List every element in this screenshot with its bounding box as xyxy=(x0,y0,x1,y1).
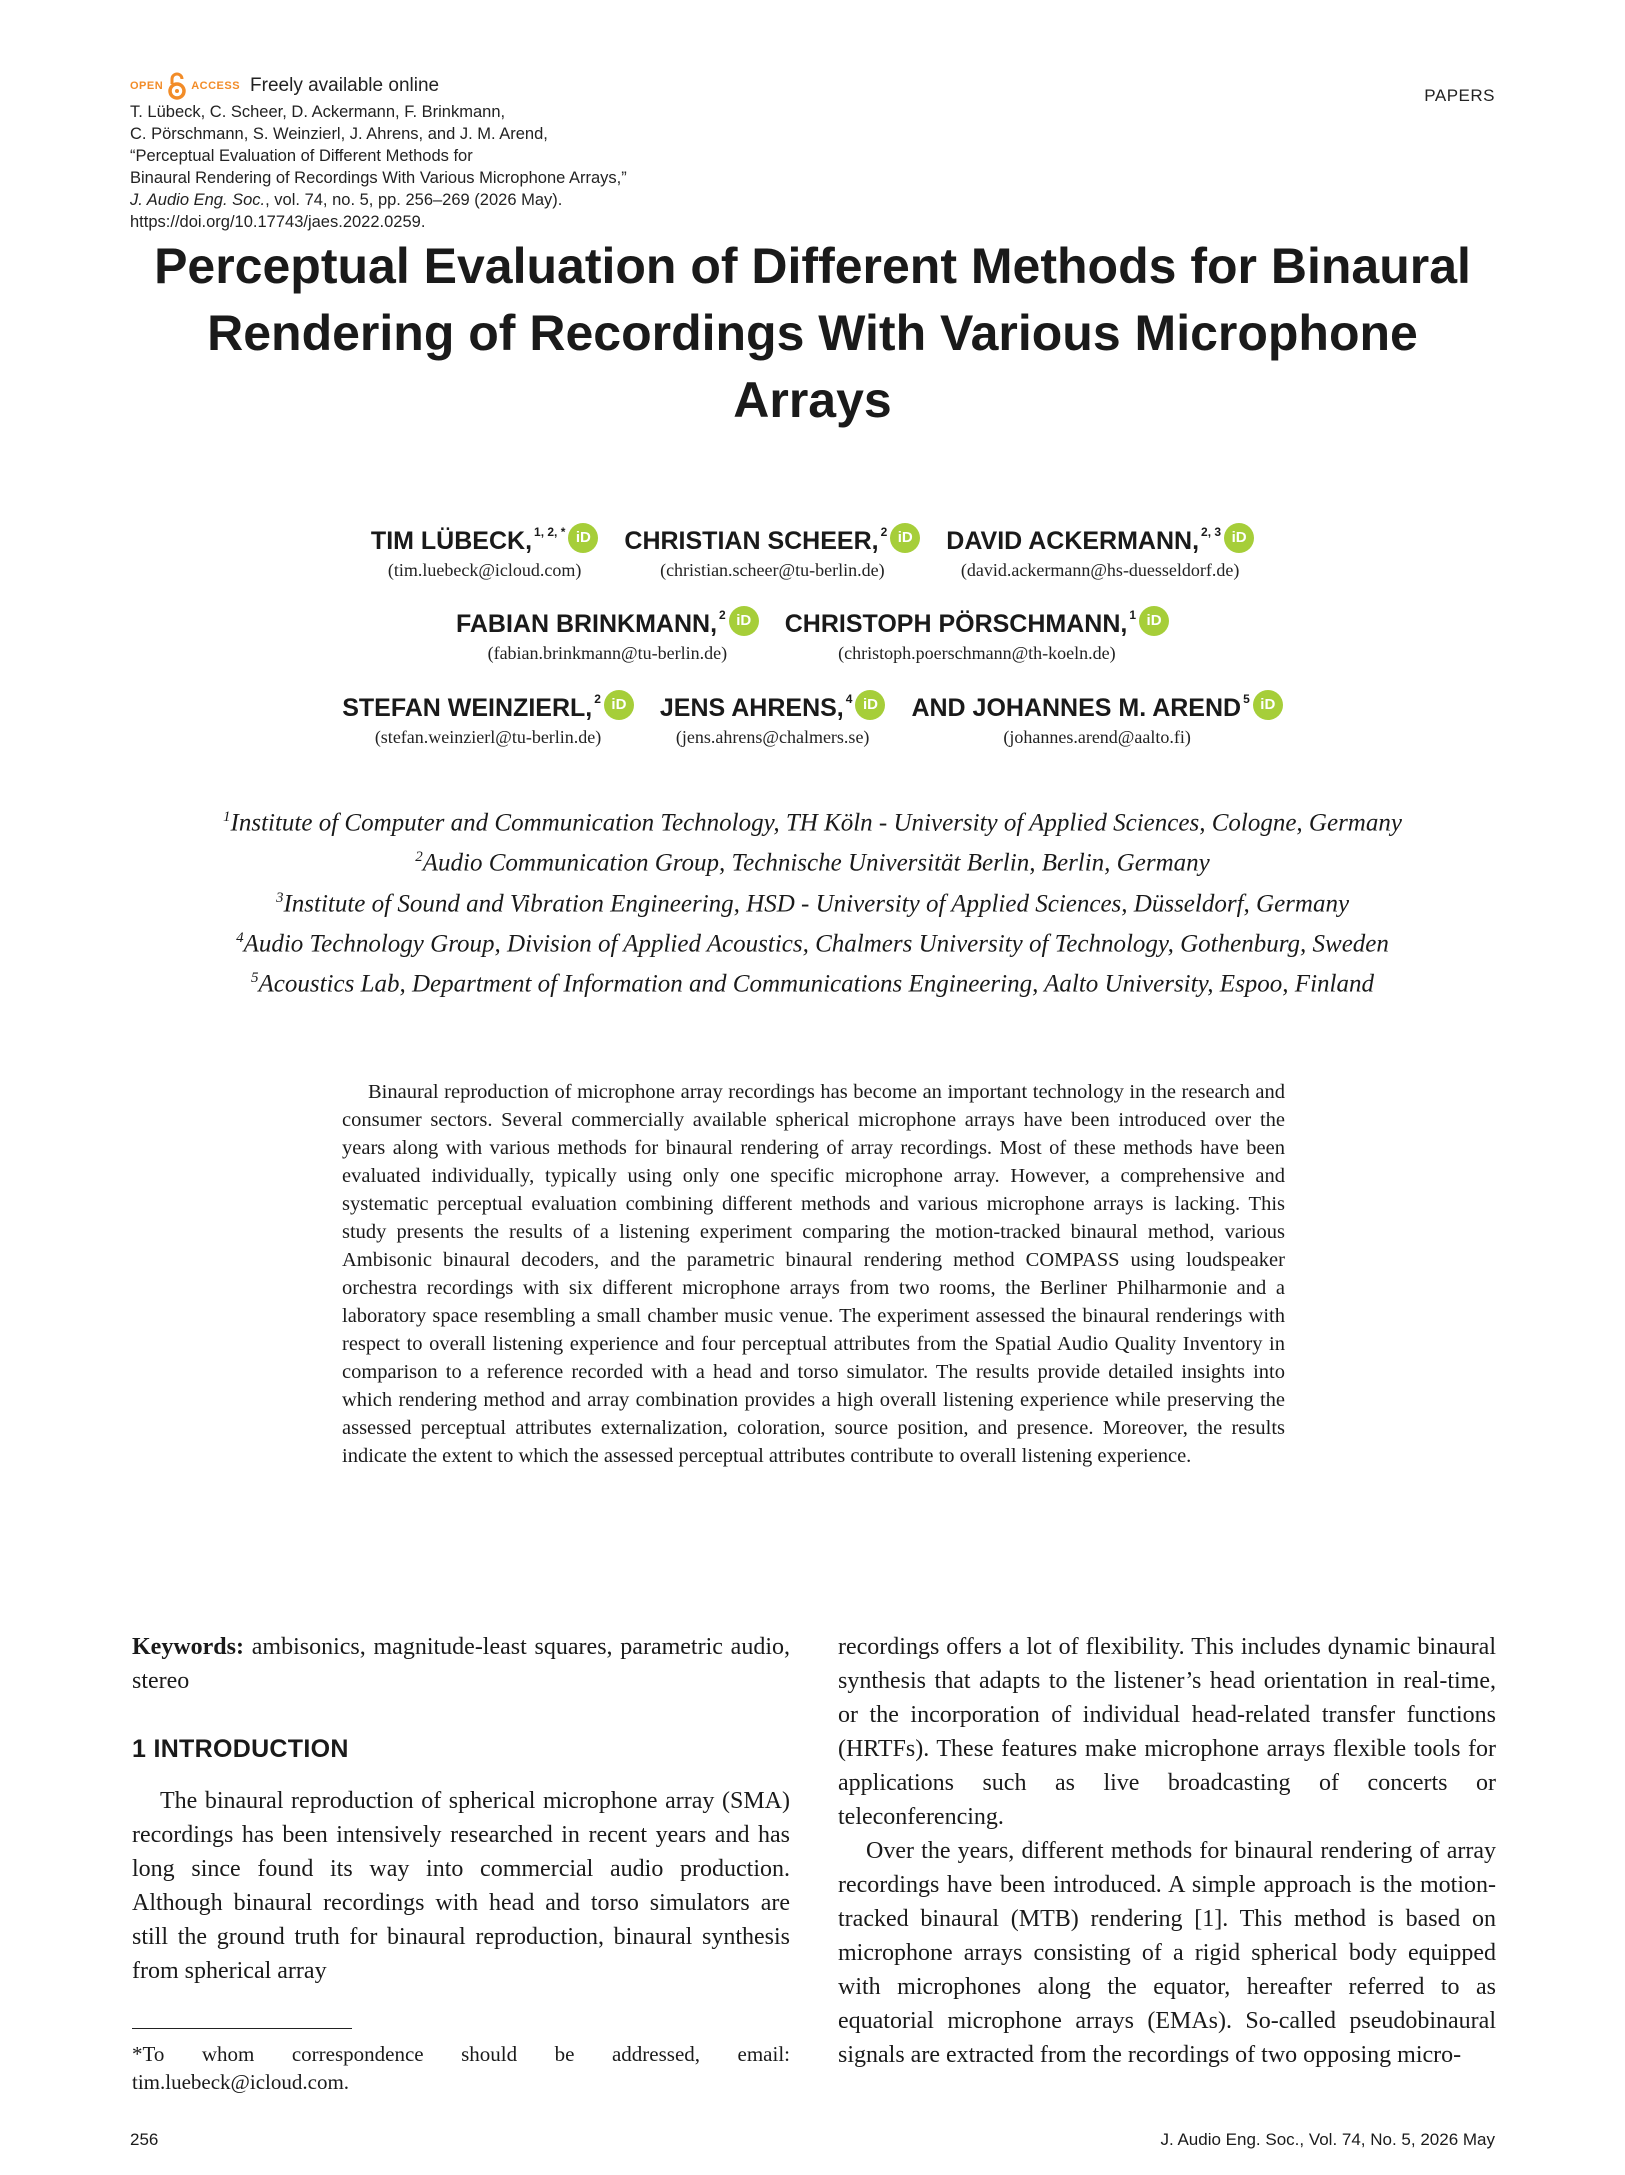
paper-title: Perceptual Evaluation of Different Methods for Binaural Rendering of Recordings With Various Microphone Arrays xyxy=(154,238,1471,428)
affiliation-num: 2 xyxy=(415,849,423,866)
orcid-icon[interactable]: iD xyxy=(1139,606,1169,636)
citation-line xyxy=(130,189,750,211)
author-affil-sup: 1 xyxy=(1129,608,1137,622)
author-email: (tim.luebeck@icloud.com) xyxy=(387,560,582,580)
author-affil-sup: 5 xyxy=(1243,692,1250,706)
citation-line: C. Pörschmann, S. Weinzierl, J. Ahrens, and J. M. Arend, xyxy=(130,125,548,143)
affiliation xyxy=(0,961,1625,1001)
citation-journal: J. Audio Eng. Soc. xyxy=(130,191,266,209)
author-affil-sup: 2 xyxy=(880,525,888,539)
author-row xyxy=(0,527,1625,581)
affiliation xyxy=(0,840,1625,880)
right-column xyxy=(838,1630,1496,2072)
author xyxy=(785,610,1169,664)
orcid-icon[interactable]: iD xyxy=(890,523,920,553)
freely-available-text: Freely available online xyxy=(250,75,440,96)
page-number: 256 xyxy=(130,2130,159,2149)
author xyxy=(911,694,1282,748)
author-name: AND JOHANNES M. AREND xyxy=(911,694,1242,722)
author-name: CHRISTIAN SCHEER, xyxy=(624,527,879,555)
paragraph: The binaural reproduction of spherical microphone array (SMA) recordings has been intensively researched in recent years and has long since found its way into commercial audio production. Although binaural recordings with head and torso simulators are still the ground truth for binaural reproduction, binaural synthesis from spherical array xyxy=(132,1788,790,1984)
access-label: ACCESS xyxy=(191,80,241,92)
affiliation-text: Institute of Sound and Vibration Engineering, HSD - University of Applied Sciences, Düsseldorf, Germany xyxy=(283,889,1350,917)
section-heading: 1 INTRODUCTION xyxy=(132,1735,349,1763)
author-name: TIM LÜBECK, xyxy=(370,527,533,555)
author xyxy=(342,694,634,748)
author-row xyxy=(0,610,1625,664)
affiliation-num: 3 xyxy=(275,889,284,906)
affiliation xyxy=(0,921,1625,961)
author-email: (johannes.arend@aalto.fi) xyxy=(1003,727,1191,747)
affiliation-text: Audio Technology Group, Division of Applied Acoustics, Chalmers University of Technology, Gothenburg, Sweden xyxy=(243,930,1389,958)
orcid-icon[interactable]: iD xyxy=(729,606,759,636)
left-column xyxy=(132,1630,790,1988)
footnote: *To whom correspondence should be addressed, email: tim.luebeck@icloud.com. xyxy=(132,2042,790,2094)
author-name: FABIAN BRINKMANN, xyxy=(455,610,718,638)
affiliation-text: Acoustics Lab, Department of Information and Communications Engineering, Aalto University, Espoo, Finland xyxy=(258,970,1374,998)
author xyxy=(456,610,759,664)
keywords-text: ambisonics, magnitude-least squares, parametric audio, stereo xyxy=(132,1634,790,1694)
author-email: (christoph.poerschmann@th-koeln.de) xyxy=(838,643,1116,663)
affiliation-text: Institute of Computer and Communication Technology, TH Köln - University of Applied Sciences, Cologne, Germany xyxy=(230,809,1402,837)
footnote-rule xyxy=(132,2028,352,2029)
affiliations xyxy=(0,800,1625,1002)
author-email: (jens.ahrens@chalmers.se) xyxy=(675,727,870,747)
orcid-icon[interactable]: iD xyxy=(1224,523,1254,553)
author-email: (david.ackermann@hs-duesseldorf.de) xyxy=(960,560,1240,580)
author-affil-sup: 2 xyxy=(594,692,601,706)
affiliation-text: Audio Communication Group, Technische Universität Berlin, Berlin, Germany xyxy=(422,849,1210,877)
section-label: PAPERS xyxy=(1424,86,1495,105)
open-access-lock-icon xyxy=(167,72,187,100)
author-name: JENS AHRENS, xyxy=(659,694,844,722)
author-row xyxy=(0,694,1625,748)
journal-footer: J. Audio Eng. Soc., Vol. 74, No. 5, 2026 May xyxy=(1160,2130,1495,2149)
author xyxy=(946,527,1254,581)
author xyxy=(371,527,598,581)
affiliation xyxy=(0,881,1625,921)
citation-block xyxy=(130,101,750,233)
author-affil-sup: 2, 3 xyxy=(1201,525,1222,539)
affiliation xyxy=(0,800,1625,840)
citation-line: Binaural Rendering of Recordings With Various Microphone Arrays,” xyxy=(130,169,627,187)
orcid-icon[interactable]: iD xyxy=(568,523,598,553)
affiliation-num: 4 xyxy=(236,929,244,946)
citation-line: T. Lübeck, C. Scheer, D. Ackermann, F. Brinkmann, xyxy=(130,103,506,121)
keywords xyxy=(132,1630,790,1698)
author-email: (stefan.weinzierl@tu-berlin.de) xyxy=(374,727,602,747)
orcid-icon[interactable]: iD xyxy=(604,690,634,720)
affiliation-num: 1 xyxy=(223,809,231,825)
citation-doi-link[interactable]: https://doi.org/10.17743/jaes.2022.0259. xyxy=(130,213,426,231)
citation-line: “Perceptual Evaluation of Different Methods for xyxy=(130,147,473,165)
paragraph: Over the years, different methods for binaural rendering of array recordings have been introduced. A simple approach is the motion-tracked binaural (MTB) rendering [1]. This method is based on microphone arrays consisting of a rigid spherical body equipped with microphones along the equator, hereafter referred to as equatorial microphone arrays (EMAs). So-called pseudobinaural signals are extracted from the recordings of two opposing micro- xyxy=(838,1838,1496,2068)
author-affil-sup: 1, 2, * xyxy=(534,525,566,539)
author-name: DAVID ACKERMANN, xyxy=(946,527,1200,555)
author xyxy=(660,694,886,748)
keywords-label: Keywords: xyxy=(132,1634,244,1660)
orcid-icon[interactable]: iD xyxy=(855,690,885,720)
citation-volume: , vol. 74, no. 5, pp. 256–269 (2026 May). xyxy=(265,191,563,209)
open-access-badge xyxy=(130,72,439,100)
orcid-icon[interactable]: iD xyxy=(1253,690,1283,720)
author-email: (christian.scheer@tu-berlin.de) xyxy=(660,560,885,580)
abstract: Binaural reproduction of microphone array recordings has become an important technology in the research and consumer sectors. Several commercially available spherical microphone arrays have been introduced over the years along with various methods for binaural rendering of array recordings. Most of these methods have been evaluated individually, typically using only one specific microphone array. However, a comprehensive and systematic perceptual evaluation combining different methods and various microphone arrays is lacking. This study presents the results of a listening experiment comparing the motion-tracked binaural method, various Ambisonic binaural decoders, and the parametric binaural rendering method COMPASS using loudspeaker orchestra recordings with six different microphone arrays from two rooms, the Berliner Philharmonie and a laboratory space resembling a small chamber music venue. The experiment assessed the binaural renderings with respect to overall listening experience and four perceptual attributes from the Spatial Audio Quality Inventory in comparison to a reference recorded with a head and torso simulator. The results provide detailed insights into which rendering method and array combination provides a high overall listening experience while preserving the assessed perceptual attributes externalization, coloration, source position, and presence. Moreover, the results indicate the extent to which the assessed perceptual attributes contribute to overall listening experience. xyxy=(342,1081,1285,1467)
author-name: CHRISTOPH PÖRSCHMANN, xyxy=(784,610,1128,638)
open-label: OPEN xyxy=(130,80,164,92)
author-affil-sup: 2 xyxy=(719,608,726,622)
author xyxy=(624,527,920,581)
author-name: STEFAN WEINZIERL, xyxy=(342,694,593,722)
paragraph: recordings offers a lot of flexibility. This includes dynamic binaural synthesis that adapts to the listener’s head orientation in real-time, or the incorporation of individual head-related transfer functions (HRTFs). These features make microphone arrays flexible tools for applications such as live broadcasting of concerts or teleconferencing. xyxy=(838,1634,1496,1830)
author-affil-sup: 4 xyxy=(845,692,853,706)
affiliation-num: 5 xyxy=(251,970,259,987)
author-email: (fabian.brinkmann@tu-berlin.de) xyxy=(487,643,728,663)
